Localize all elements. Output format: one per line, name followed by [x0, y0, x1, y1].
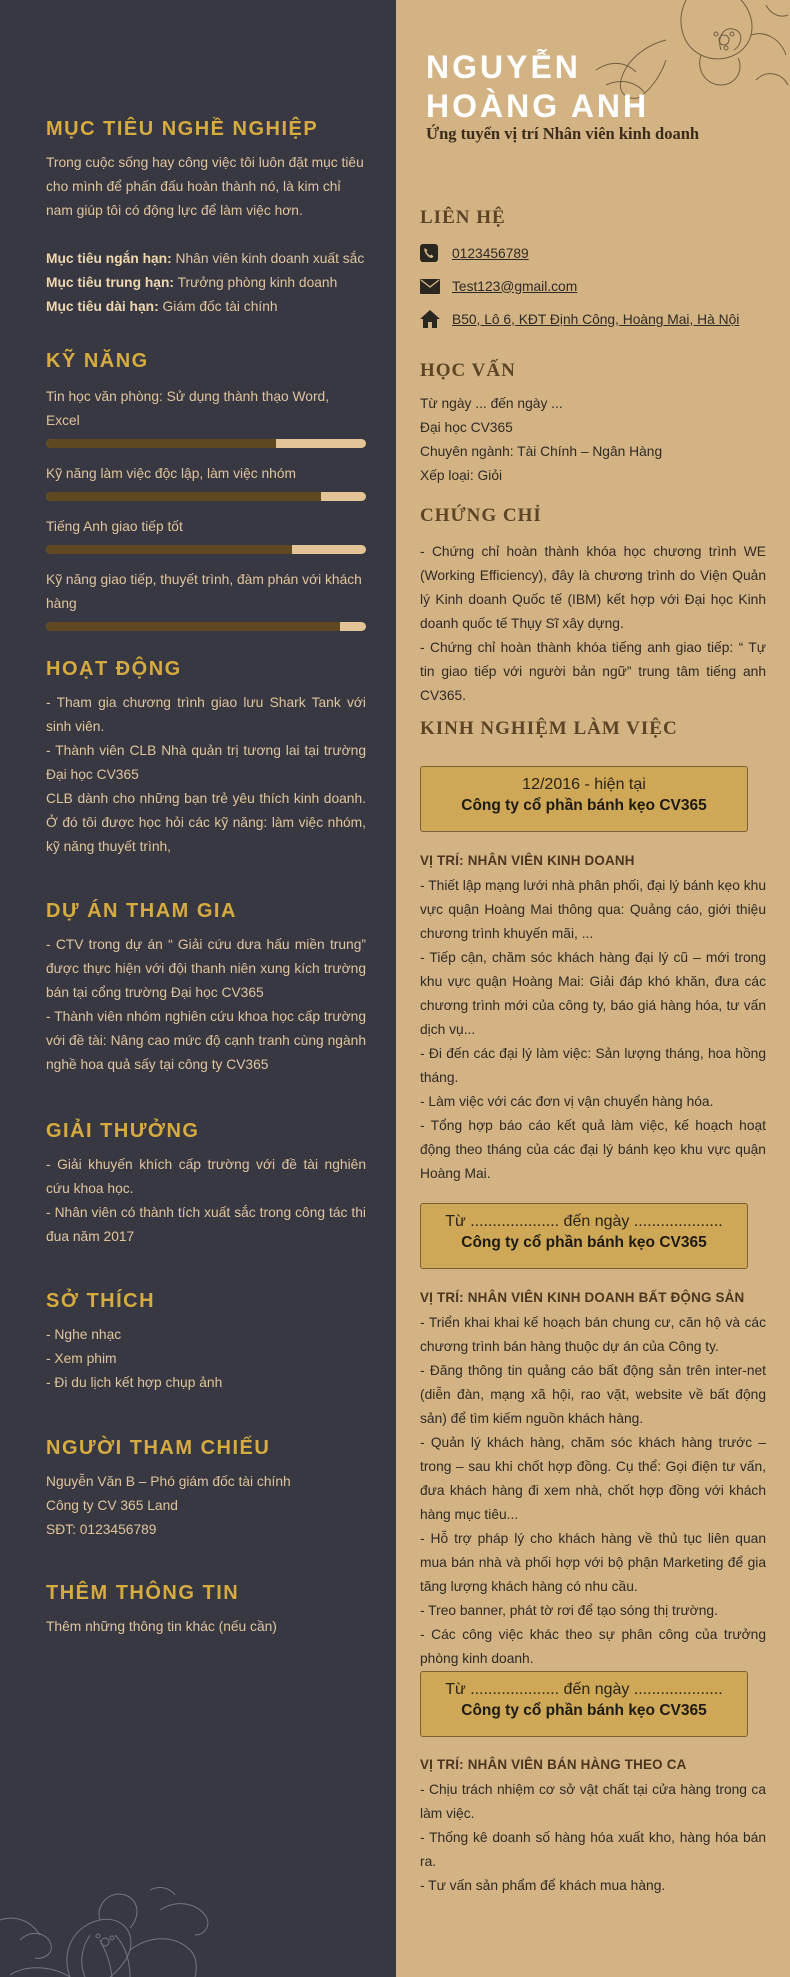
education-period: Từ ngày ... đến ngày ...: [420, 396, 563, 411]
skill-bar: [46, 492, 366, 501]
reference-item: SĐT: 0123456789: [46, 1522, 157, 1537]
skill-label: Tin học văn phòng: Sử dụng thành thạo Word, Excel: [46, 389, 330, 428]
job-duty: - Quản lý khách hàng, chăm sóc khách hàng trước – trong – sau khi chốt hợp đồng. Cụ thể: Gọi điện tư vấn, đưa khách hàng đi xem nhà, chốt hợp đồng với khách hàng mục tiêu...: [420, 1435, 766, 1522]
more-info-text: Thêm những thông tin khác (nếu cần): [46, 1619, 277, 1634]
skill-bar: [46, 622, 366, 631]
job-duty: - Triển khai khai kế hoạch bán chung cư, căn hộ và các chương trình bán hàng thuộc dự án của Công ty.: [420, 1315, 766, 1354]
hobby-item: - Nghe nhạc: [46, 1327, 122, 1342]
address: B50, Lô 6, KĐT Định Công, Hoàng Mai, Hà Nội: [452, 311, 740, 327]
job-duty: - Làm việc với các đơn vị vận chuyển hàng hóa.: [420, 1094, 714, 1109]
education-major: Chuyên ngành: Tài Chính – Ngân Hàng: [420, 444, 663, 459]
certificates-heading: CHỨNG CHỈ: [420, 505, 542, 526]
experience-heading: KINH NGHIỆM LÀM VIỆC: [420, 718, 678, 739]
job-duties: [420, 874, 766, 1186]
more-info-heading: THÊM THÔNG TIN: [46, 1582, 240, 1604]
skill-bar-fill: [46, 545, 292, 554]
email-address[interactable]: Test123@gmail.com: [452, 278, 578, 294]
activities-heading: HOẠT ĐỘNG: [46, 658, 182, 680]
hobby-item: - Đi du lịch kết hợp chụp ảnh: [46, 1375, 223, 1390]
hobbies-section: [46, 1290, 366, 1395]
job-duties: [420, 1311, 766, 1671]
reference-item: Công ty CV 365 Land: [46, 1498, 178, 1513]
name-line-1: NGUYỄN: [426, 49, 581, 85]
skill-bar: [46, 545, 366, 554]
job-duty: - Chịu trách nhiệm cơ sở vật chất tại cửa hàng trong ca làm việc.: [420, 1782, 766, 1821]
activities-section: [46, 658, 366, 859]
job-position: VỊ TRÍ: NHÂN VIÊN BÁN HÀNG THEO CA: [420, 1757, 687, 1772]
hobbies-heading: SỞ THÍCH: [46, 1290, 156, 1312]
job-duty: - Đi đến các đại lý làm việc: Sản lượng tháng, hoa hồng tháng.: [420, 1046, 766, 1085]
job-duty: - Treo banner, phát tờ rơi để tạo sóng thị trường.: [420, 1603, 718, 1618]
activity-item: - Thành viên CLB Nhà quản trị tương lai tại trường Đại học CV365: [46, 743, 366, 782]
education-grade: Xếp loại: Giỏi: [420, 468, 503, 483]
job-position: VỊ TRÍ: NHÂN VIÊN KINH DOANH BẤT ĐỘNG SẢN: [420, 1290, 745, 1305]
skills-heading: KỸ NĂNG: [46, 350, 149, 372]
skill-label: Kỹ năng làm việc độc lập, làm việc nhóm: [46, 466, 296, 481]
mid-term-label: Mục tiêu trung hạn:: [46, 275, 174, 290]
flower-decoration-icon: [0, 1880, 230, 1977]
job-duty: - Tư vấn sản phẩm để khách mua hàng.: [420, 1878, 666, 1893]
skill-bar-fill: [46, 492, 321, 501]
objective-text: Trong cuộc sống hay công việc tôi luôn đặt mục tiêu cho mình để phấn đấu hoàn thành nó, là kim chỉ nam giúp tôi có động lực để làm việc hơn.: [46, 155, 364, 218]
skill-bar: [46, 439, 366, 448]
job-duty: - Tổng hợp báo cáo kết quả làm việc, kế hoạch hoạt động theo tháng của các đại lý bánh kẹo khu vực quận Hoàng Mai.: [420, 1118, 766, 1181]
certificate-item: - Chứng chỉ hoàn thành khóa học chương trình WE (Working Efficiency), đây là chương trình do Viện Quản lý Kinh doanh Quốc tế (IBM) kết hợp với Đại học Kinh doanh quốc tế Thụy Sĩ xây dựng.: [420, 544, 766, 631]
long-term-value: Giám đốc tài chính: [158, 299, 278, 314]
job-company: Công ty cổ phần bánh kẹo CV365: [461, 1234, 707, 1251]
candidate-name: [426, 48, 649, 126]
job-duty: - Thống kê doanh số hàng hóa xuất kho, hàng hóa bán ra.: [420, 1830, 766, 1869]
job-duty: - Thiết lập mạng lưới nhà phân phối, đại lý bánh kẹo khu vực quận Hoàng Mai thông qua: Quảng cáo, giới thiệu chương trình khuyến mãi, ...: [420, 878, 766, 941]
skills-section: [46, 350, 366, 645]
hobby-item: - Xem phim: [46, 1351, 117, 1366]
job-period: 12/2016 - hiện tại: [522, 776, 646, 793]
email-icon: [420, 276, 444, 296]
award-item: - Giải khuyến khích cấp trường với đề tài nghiên cứu khoa học.: [46, 1157, 366, 1196]
short-term-value: Nhân viên kinh doanh xuất sắc: [171, 251, 365, 266]
mid-term-value: Trưởng phòng kinh doanh: [174, 275, 338, 290]
activity-item: - Tham gia chương trình giao lưu Shark Tank với sinh viên.: [46, 695, 366, 734]
job-duty: - Các công việc khác theo sự phân công của trưởng phòng kinh doanh.: [420, 1627, 766, 1666]
references-heading: NGƯỜI THAM CHIẾU: [46, 1437, 271, 1459]
right-column: [396, 0, 790, 1977]
more-info-section: [46, 1582, 366, 1639]
job-header: [420, 1671, 748, 1737]
short-term-label: Mục tiêu ngắn hạn:: [46, 251, 172, 266]
certificate-item: - Chứng chỉ hoàn thành khóa tiếng anh giao tiếp: “ Tự tin giao tiếp với người bản ngữ” trung tâm tiếng anh CV365.: [420, 640, 766, 703]
name-line-2: HOÀNG ANH: [426, 88, 650, 124]
contact-email: [420, 276, 577, 296]
projects-heading: DỰ ÁN THAM GIA: [46, 900, 237, 922]
contact-address: [420, 309, 739, 329]
education-heading: HỌC VẤN: [420, 360, 516, 381]
applied-position: Ứng tuyển vị trí Nhân viên kinh doanh: [426, 124, 700, 143]
awards-heading: GIẢI THƯỞNG: [46, 1120, 200, 1142]
contact-heading: LIÊN HỆ: [420, 207, 506, 228]
project-item: - Thành viên nhóm nghiên cứu khoa học cấp trường với đề tài: Nâng cao mức độ cạnh tranh cùng ngành nghề hoa quả sấy tại công ty CV365: [46, 1009, 366, 1072]
projects-section: [46, 900, 366, 1077]
job-header: [420, 1203, 748, 1269]
job-company: Công ty cổ phần bánh kẹo CV365: [461, 797, 707, 814]
references-section: [46, 1437, 366, 1542]
phone-icon: [420, 243, 444, 263]
job-duty: - Hỗ trợ pháp lý cho khách hàng về thủ tục liên quan mua bán nhà và phối hợp với bộ phận Marketing để gia tăng lượng khách hàng có nhu cầu.: [420, 1531, 766, 1594]
education-school: Đại học CV365: [420, 420, 513, 435]
long-term-label: Mục tiêu dài hạn:: [46, 299, 159, 314]
job-company: Công ty cổ phần bánh kẹo CV365: [461, 1702, 707, 1719]
certificates-body: [420, 540, 766, 708]
skill-bar-fill: [46, 439, 276, 448]
objective-heading: MỤC TIÊU NGHỀ NGHIỆP: [46, 118, 319, 140]
reference-item: Nguyễn Văn B – Phó giám đốc tài chính: [46, 1474, 291, 1489]
job-period: Từ .................... đến ngày ....................: [445, 1213, 723, 1230]
phone-number[interactable]: 0123456789: [452, 245, 529, 261]
job-duty: - Đăng thông tin quảng cáo bất động sản trên inter-net (diễn đàn, mạng xã hội, rao vặt, website về bất động sản) để tìm kiếm nguồn khách hàng.: [420, 1363, 766, 1426]
contact-phone: [420, 243, 529, 263]
award-item: - Nhân viên có thành tích xuất sắc trong công tác thi đua năm 2017: [46, 1205, 366, 1244]
skill-bar-fill: [46, 622, 340, 631]
job-header: [420, 766, 748, 832]
skill-label: Tiếng Anh giao tiếp tốt: [46, 519, 183, 534]
job-duties: [420, 1778, 766, 1898]
objective-section: [46, 118, 366, 319]
activity-item: CLB dành cho những bạn trẻ yêu thích kinh doanh. Ở đó tôi được học hỏi các kỹ năng: làm việc nhóm, kỹ năng thuyết trình,: [46, 791, 366, 854]
skill-label: Kỹ năng giao tiếp, thuyết trình, đàm phán với khách hàng: [46, 572, 362, 611]
education-body: [420, 392, 766, 488]
project-item: - CTV trong dự án “ Giải cứu dưa hấu miền trung” được thực hiện với đội thanh niên xung kích trường bán tại cổng trường Đại học CV365: [46, 937, 366, 1000]
awards-section: [46, 1120, 366, 1249]
job-period: Từ .................... đến ngày ....................: [445, 1681, 723, 1698]
home-icon: [420, 309, 444, 329]
job-duty: - Tiếp cận, chăm sóc khách hàng đại lý cũ – mới trong khu vực quận Hoàng Mai: Giải đáp khó khăn, đưa các chương trình mới của công ty, báo giá hàng hóa, tư vấn dịch vụ...: [420, 950, 766, 1037]
job-position: VỊ TRÍ: NHÂN VIÊN KINH DOANH: [420, 853, 635, 868]
